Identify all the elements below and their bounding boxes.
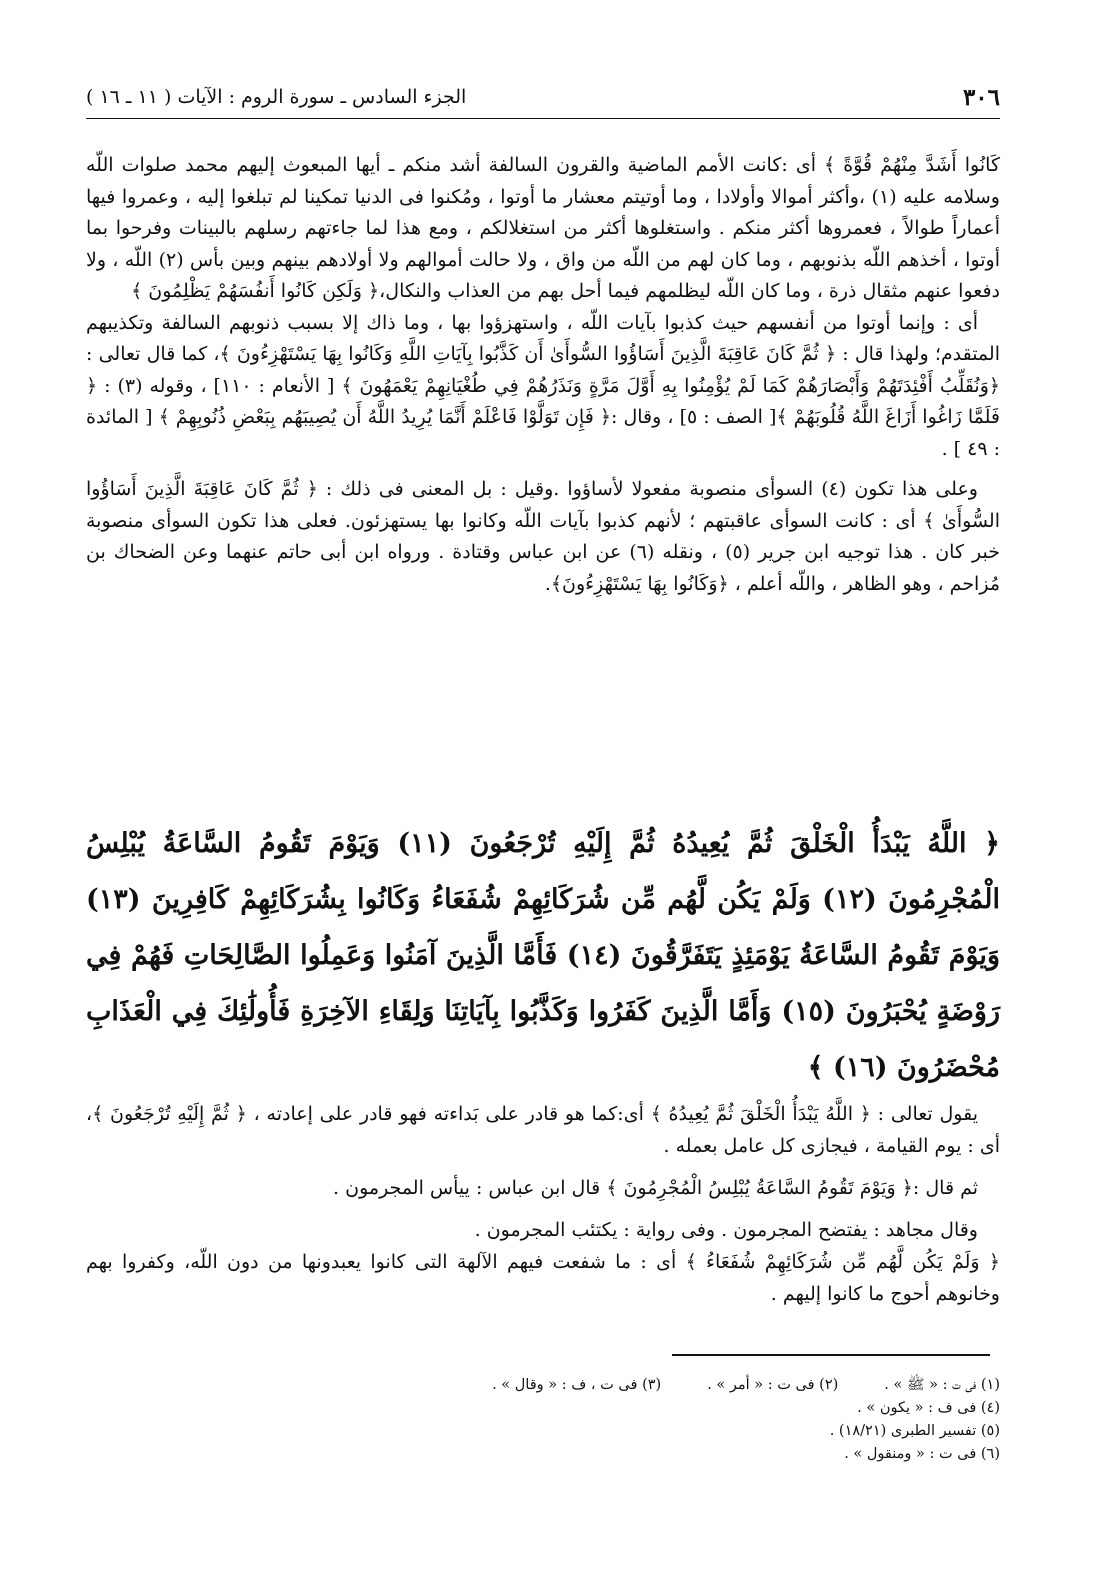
quran-verses-block: ﴿ اللَّهُ يَبْدَأُ الْخَلْقَ ثُمَّ يُعِيدُهُ ثُمَّ إِلَيْهِ تُرْجَعُونَ (١١) وَيَوْمَ تَقُومُ السَّاعَةُ يُبْلِسُ الْمُجْرِمُونَ (١٢) وَلَمْ يَكُن لَّهُم مِّن شُرَكَائِهِمْ شُفَعَاءُ وَكَانُوا بِشُرَكَائِهِمْ كَافِرِينَ (١٣) وَيَوْمَ تَقُومُ السَّاعَةُ يَوْمَئِذٍ يَتَفَرَّقُونَ (١٤) فَأَمَّا الَّذِينَ آمَنُوا وَعَمِلُوا الصَّالِحَاتِ فَهُمْ فِي رَوْضَةٍ يُحْبَرُونَ (١٥) وَأَمَّا الَّذِينَ كَفَرُوا وَكَذَّبُوا بِآيَاتِنَا وَلِقَاءِ الآخِرَةِ فَأُولَٰئِكَ فِي الْعَذَابِ مُحْضَرُونَ (١٦) ﴾ <box>86 828 1000 1083</box>
page-header <box>86 84 1000 119</box>
footnote-row <box>300 1374 1000 1397</box>
paragraph-1: كَانُوا أَشَدَّ مِنْهُمْ قُوَّةً ﴾ أى :كانت الأمم الماضية والقرون السالفة أشد منكم ـ أيها المبعوث إليهم محمد صلوات اللّه وسلامه عليه (١) ،وأكثر أموالا وأولادا ، وما أوتيتم معشار ما أوتوا ، ومُكنوا فى الدنيا تمكينا لم تبلغوا إليه ، وعمروا فيها أعماراً طوالاً ، فعمروها أكثر منكم . واستغلوها أكثر من استغلالكم ، ومع هذا لما جاءتهم رسلهم بالبينات وفرحوا بما أوتوا ، أخذهم اللّه بذنوبهم ، وما كان لهم من اللّه من واق ، ولا حالت أموالهم ولا أولادهم بينهم وبين بأس (٢) اللّه ، ولا دفعوا عنهم مثقال ذرة ، وما كان اللّه ليظلمهم فيما أحل بهم من العذاب والنكال،﴿ وَلَكِن كَانُوا أَنفُسَهُمْ يَظْلِمُونَ ﴾ <box>86 154 1000 302</box>
page-number: ٣٠٦ <box>951 84 1000 111</box>
footnote-5: (٥) تفسير الطبرى (١٨/٢١) . <box>829 1423 1000 1439</box>
commentary-paragraph-4: ﴿ وَلَمْ يَكُن لَّهُم مِّن شُرَكَائِهِمْ شُفَعَاءُ ﴾ أى : ما شفعت فيهم الآلهة التى كانوا يعبدونها من دون اللّه، وكفروا بهم وخانوهم أحوج ما كانوا إليهم . <box>86 1251 1000 1305</box>
body-text <box>86 150 1000 600</box>
paragraph-2: أى : وإنما أوتوا من أنفسهم حيث كذبوا بآيات اللّه ، واستهزؤوا بها ، وما ذاك إلا بسبب ذنوبهم السالفة وتكذيبهم المتقدم؛ ولهذا قال : ﴿ ثُمَّ كَانَ عَاقِبَةَ الَّذِينَ أَسَاؤُوا السُّوأَىٰ أَن كَذَّبُوا بِآيَاتِ اللَّهِ وَكَانُوا بِهَا يَسْتَهْزِءُونَ ﴾، كما قال تعالى : ﴿وَنُقَلِّبُ أَفْئِدَتَهُمْ وَأَبْصَارَهُمْ كَمَا لَمْ يُؤْمِنُوا بِهِ أَوَّلَ مَرَّةٍ وَنَذَرُهُمْ فِي طُغْيَانِهِمْ يَعْمَهُونَ ﴾ [ الأنعام : ١١٠] ، وقوله (٣) : ﴿ فَلَمَّا زَاغُوا أَزَاغَ اللَّهُ قُلُوبَهُمْ ﴾[ الصف : ٥] ، وقال :﴿ فَإِن تَوَلَّوْا فَاعْلَمْ أَنَّمَا يُرِيدُ اللَّهُ أَن يُصِيبَهُم بِبَعْضِ ذُنُوبِهِمْ ﴾ [ المائدة : ٤٩ ] . <box>86 311 1001 460</box>
commentary-paragraph-3: وقال مجاهد : يفتضح المجرمون . وفى رواية : يكتئب المجرمون . <box>474 1219 978 1241</box>
commentary-paragraph-1: يقول تعالى : ﴿ اللَّهُ يَبْدَأُ الْخَلْقَ ثُمَّ يُعِيدُهُ ﴾ أى:كما هو قادر على بَداءته فهو قادر على إعادته ، ﴿ ثُمَّ إِلَيْهِ تُرْجَعُونَ ﴾، أى : يوم القيامة ، فيجازى كل عامل بعمله . <box>86 1103 1000 1157</box>
footnote-6: (٦) فى ت : « ومنقول » . <box>844 1446 1000 1462</box>
commentary-paragraph-2: ثم قال :﴿ وَيَوْمَ تَقُومُ السَّاعَةُ يُبْلِسُ الْمُجْرِمُونَ ﴾ قال ابن عباس : ييأس المجرمون . <box>333 1177 978 1199</box>
footnote-divider <box>672 1354 990 1356</box>
footnote-4: (٤) فى ف : « يكون » . <box>857 1400 1000 1416</box>
paragraph-3: وعلى هذا تكون (٤) السوأى منصوبة مفعولا لأساؤوا .وقيل : بل المعنى فى ذلك : ﴿ ثُمَّ كَانَ عَاقِبَةَ الَّذِينَ أَسَاؤُوا السُّوأَىٰ ﴾ أى : كانت السوأى عاقبتهم ؛ لأنهم كذبوا بآيات اللّه وكانوا بها يستهزئون. فعلى هذا تكون السوأى منصوبة خبر كان . هذا توجيه ابن جرير (٥) ، ونقله (٦) عن ابن عباس وقتادة . ورواه ابن أبى حاتم عنهما وعن الضحاك بن مُزاحم ، وهو الظاهر ، واللّه أعلم ، ﴿وَكَانُوا بِهَا يَسْتَهْزِءُونَ﴾. <box>86 478 1000 595</box>
footnotes <box>300 1374 1000 1466</box>
footnote-3: (٣) فى ت ، ف : « وقال » . <box>492 1377 662 1393</box>
footnote-2: (٢) فى ت : « أمر » . <box>707 1377 839 1393</box>
running-head: الجزء السادس ـ سورة الروم : الآيات ( ١١ ـ ١٦ ) <box>86 86 476 108</box>
commentary-text <box>86 1098 1000 1310</box>
footnote-1: (١) فى ت : « ﷺ » . <box>884 1377 1000 1393</box>
